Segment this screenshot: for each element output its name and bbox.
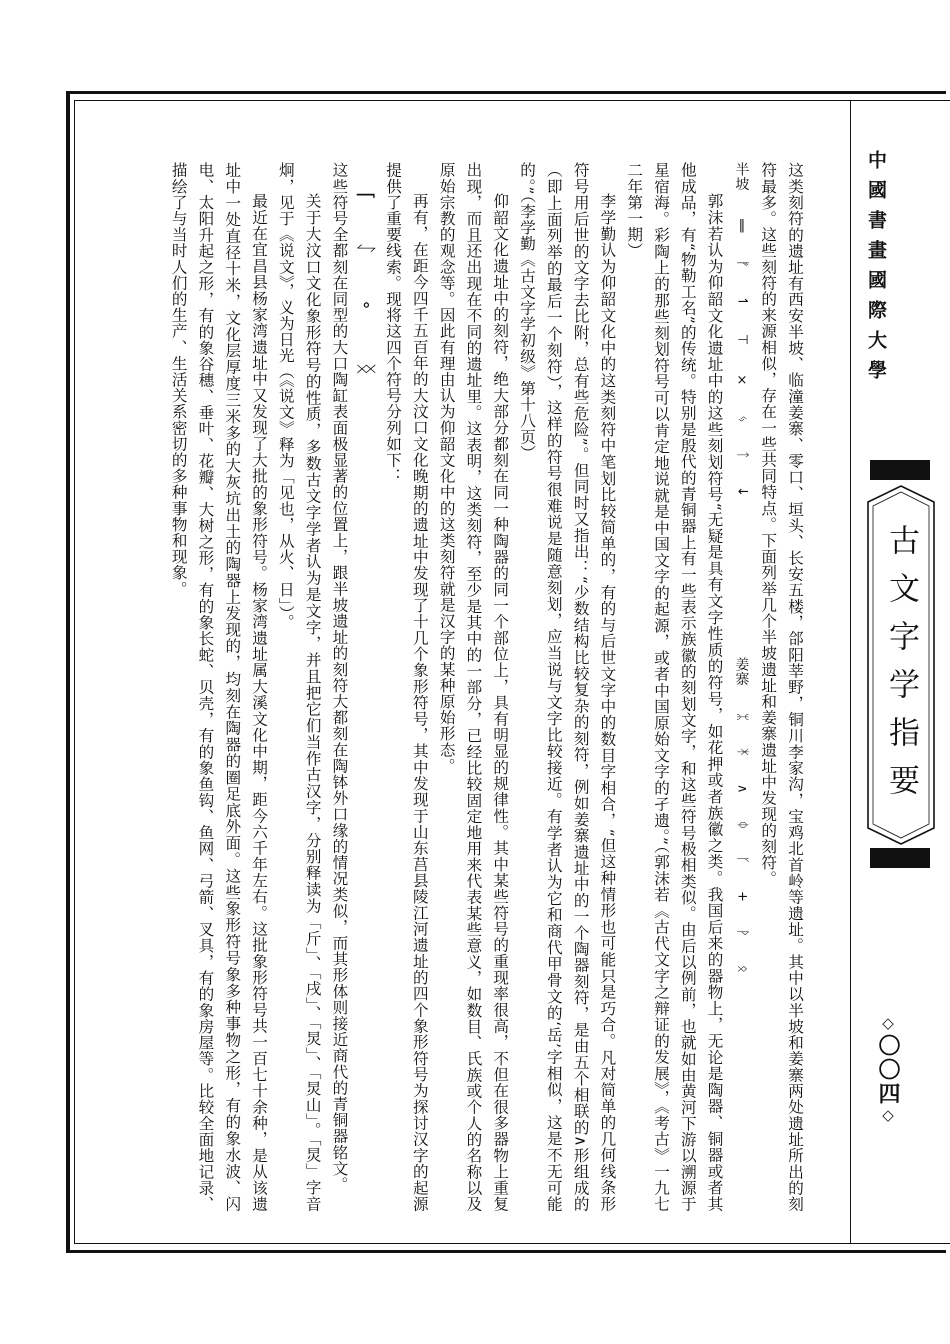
jiangzhai-symbol: ᛰ bbox=[734, 820, 750, 829]
banpo-symbol: ⊤ bbox=[734, 334, 750, 346]
title-ornament-top bbox=[870, 460, 930, 480]
dawenkou-symbol: ᛝ bbox=[354, 362, 379, 393]
banpo-symbol: ᛃ bbox=[734, 415, 750, 424]
banpo-symbol: ↓ bbox=[734, 485, 750, 498]
dawenkou-symbol: ᐤ bbox=[354, 296, 379, 339]
paragraph-1: 这类刻符的遗址有西安半坡、临潼姜寨、零口、垣头、长安五楼，郃阳莘野，铜川李家沟，宝鸡北首岭等遗址。其中以半坡和姜寨两处遗址所出的刻符最多。这些刻符的来源相似，存在一些共同特点。下面列举几个半坡遗址和姜寨遗址中发现的刻符。 bbox=[759, 162, 804, 1212]
margin-divider bbox=[850, 100, 851, 1244]
dawenkou-symbol-row bbox=[352, 162, 379, 1212]
paragraph-7: 关于大汶口文化象形符号的性质，多数古文字学者认为是文字，并且把它们当作古汉字，分别释读为「斤」、「戌」、「炅」、「炅山」。「炅」字音炯，见于《说文》，义为日光（《说文》释为「见也，从火、日」）。 bbox=[276, 162, 322, 1212]
paragraph-5: 再有，在距今四千五百年的大汶口文化晚期的遗址中发现了十几个象形符号，其中发现于山东莒县陵江河遗址的四个象形符号为探讨汉字的起源提供了重要线索。现将这四个符号分列如下： bbox=[384, 162, 429, 1212]
diamond-icon: ◇ bbox=[879, 1014, 897, 1034]
paragraph-6: 这些符号全都刻在同型的大口陶缸表面极显著的位置上，跟半坡遗址的刻符大都刻在陶钵外口缘的情况类似，而其形体则接近商代的青铜器铭文。 bbox=[330, 162, 349, 1193]
jiangzhai-symbol: ᚹ bbox=[734, 929, 750, 938]
jiangzhai-symbol: ∧ bbox=[734, 783, 750, 794]
banpo-symbol: × bbox=[734, 372, 750, 389]
page-number bbox=[874, 1014, 904, 1126]
dawenkou-symbol: ᛇ bbox=[354, 242, 379, 273]
site-label-jiangzhai: 姜寨 bbox=[733, 657, 750, 687]
banpo-symbol: ᛏ bbox=[734, 450, 750, 459]
jiangzhai-symbol: + bbox=[734, 891, 750, 903]
banpo-symbol: ‖ bbox=[734, 217, 750, 234]
site-label-banpo: 半坡 bbox=[733, 162, 750, 191]
jiangzhai-symbol: ᛯ bbox=[734, 713, 750, 722]
banpo-symbol: ↿ bbox=[734, 295, 750, 308]
main-text bbox=[118, 162, 808, 1212]
jiangzhai-symbol: ᚴ bbox=[734, 855, 750, 865]
diamond-icon: ◇ bbox=[879, 1106, 897, 1126]
dawenkou-symbol: ⌈ bbox=[354, 192, 379, 218]
paragraph-4: 仰韶文化遗址中的刻符，绝大部分都刻在同一种陶器的同一个部位上，具有明显的规律性。其中某些符号的重现率很高，不但在很多器物上重复出现，而且还出现在不同的遗址里。这表明，这类刻符，至少是其中的一部分，已经比较固定地用来代表某些意义，如数目、氏族或个人的名称以及原始宗教的观念等。因此有理由认为仰韶文化中的这类刻符就是汉字的某种原始形态。 bbox=[437, 162, 510, 1212]
jiangzhai-symbol: ᛟ bbox=[734, 964, 750, 974]
paragraph-8: 最近在宜昌县杨家湾遗址中又发现了大批的象形符号。杨家湾遗址属大溪文化中期，距今六千年左右。这批象形符号共一百七十余种，是从该遗址中一处直径十米，文化层厚度三米多的大灰坑出土的陶器上发现的，均刻在陶器的圈足底外面。这些象形符号象多种事物之形，有的象水波、闪电、太阳升起之形，有的象谷穗、垂叶、花瓣、大树之形，有的象长蛇、贝壳，有的象鱼钩、鱼网、弓箭、叉具，有的象房屋等。比较全面地记录、描绘了与当时人们的生产、生活关系密切的多种事物和现象。 bbox=[169, 162, 269, 1212]
paragraph-2: 郭沫若认为仰韶文化遗址中的这些刻划符号“无疑是具有文字性质的符号，如花押或者族徽之类。我国后来的器物上，无论是陶器、铜器或者其他成品，有“物勒工名”的传统。特别是殷代的青铜器上有一些表示族徽的刻划文字，和这些符号极相类似。由后以例前，也就如由黄河下游以溯源于星宿海。彩陶上的那些刻划符号可以肯定地说就是中国文字的起源，或者中国原始文字的孑遗。”（郭沫若《古代文字之辩证的发展》，《考古》一九七二年第一期） bbox=[625, 162, 724, 1212]
book-title: 古文字学指要 bbox=[883, 524, 919, 812]
book-title-box bbox=[862, 480, 940, 850]
page-number-value: 〇〇四 bbox=[875, 1034, 901, 1106]
title-ornament-bottom bbox=[870, 848, 930, 868]
university-name: 中國書畫國際大學 bbox=[865, 150, 887, 390]
symbol-row bbox=[728, 162, 755, 1212]
jiangzhai-symbol: ᛡ bbox=[734, 748, 750, 757]
paragraph-3: 李学勤认为仰韶文化中的这类刻符中笔划比较简单的，有的与后世文字中的数目字相合，“但这种情形也可能只是巧合。凡对简单的几何线条形符号用后世的文字去比附，总有些危险”。但同时又指出：“少数结构比较复杂的刻符，例如姜寨遗址中的一个陶器刻符，是由五个相联的∧形组成的（即上面列举的最后一个刻符），这样的符号很难说是随意刻划，应当说与文字比较接近。有学者认为它和商代甲骨文的‘岳’字相似，这是不无可能的。”（李学勤《古文字学初级》第十八页） bbox=[518, 162, 617, 1212]
banpo-symbol: ᚠ bbox=[734, 260, 750, 269]
